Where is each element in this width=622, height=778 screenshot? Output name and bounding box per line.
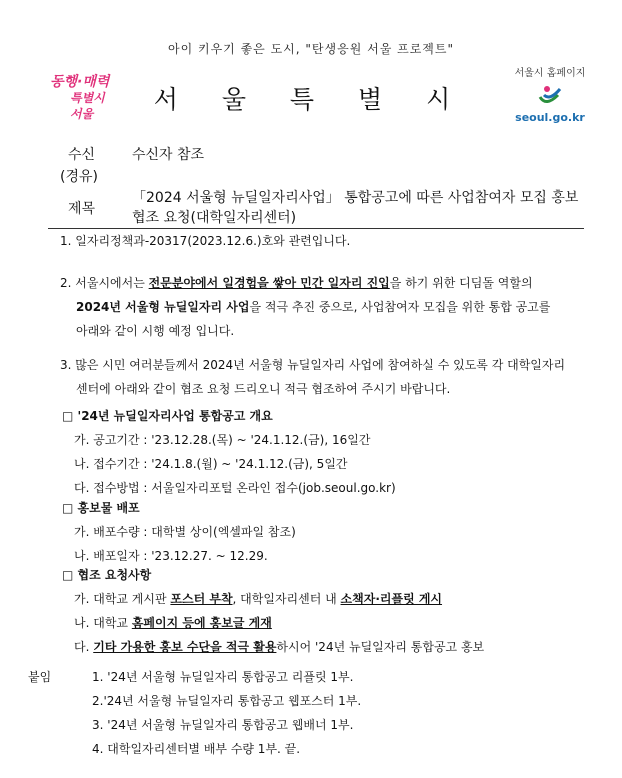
recipient-label: 수신 — [68, 147, 96, 163]
attachment-item: 2.'24년 서울형 뉴딜일자리 통합공고 웹포스터 1부. — [92, 694, 362, 708]
request-3-emphasis: 기타 가용한 홍보 수단을 적극 활용 — [93, 640, 277, 654]
p3-line2: 센터에 아래와 같이 협조 요청 드리오니 적극 협조하여 주시기 바랍니다. — [76, 382, 451, 396]
document-title: 서 울 특 별 시 — [153, 85, 469, 114]
subject-line1: 「2024 서울형 뉴딜일자리사업」 통합공고에 따른 사업참여자 모집 홍보 — [132, 190, 579, 206]
subject-label: 제목 — [68, 201, 96, 217]
logo-line2: 특별시 서울 — [70, 91, 105, 121]
attachment-item: 3. '24년 서울형 뉴딜일자리 통합공고 웹배너 1부. — [92, 718, 354, 732]
seoul-homepage-logo — [510, 64, 590, 134]
section-overview — [62, 404, 396, 500]
request-1-prefix: 가. 대학교 게시판 — [74, 592, 171, 606]
p2-bold: 2024년 서울형 뉴딜일자리 사업 — [76, 300, 250, 314]
paragraph-2 — [60, 271, 590, 343]
homepage-label: 서울시 홈페이지 — [514, 68, 586, 79]
list-item: 다. 접수방법 : 서울일자리포털 온라인 접수(job.seoul.go.kr) — [74, 481, 396, 495]
p2-text-f: 아래와 같이 시행 예정 입니다. — [76, 324, 235, 338]
list-item: 나. 배포일자 : '23.12.27. ~ 12.29. — [74, 549, 268, 563]
p3-line1: 3. 많은 시민 여러분들께서 2024년 서울형 뉴딜일자리 사업에 참여하실 수 있도록 각 대학일자리 — [60, 358, 566, 372]
paragraph-1: 1. 일자리정책과-20317(2023.12.6.)호와 관련입니다. — [60, 234, 351, 248]
via-label: (경유) — [60, 169, 98, 185]
paragraph-3 — [60, 353, 600, 401]
list-item: 가. 배포수량 : 대학별 상이(엑셀파일 참조) — [74, 525, 296, 539]
homepage-url: seoul.go.kr — [515, 111, 585, 124]
seoul-emblem-icon — [536, 83, 564, 107]
section-request — [62, 563, 602, 659]
attachment-item: 1. '24년 서울형 뉴딜일자리 통합공고 리플릿 1부. — [92, 670, 354, 684]
request-1-mid: , 대학일자리센터 내 — [232, 592, 341, 606]
p2-emphasis: 전문분야에서 일경험을 쌓아 민간 일자리 진입 — [148, 276, 390, 290]
section-heading: □ 협조 요청사항 — [62, 568, 152, 582]
request-3-prefix: 다. — [74, 640, 94, 654]
list-item: 가. 공고기간 : '23.12.28.(목) ~ '24.1.12.(금), 16일간 — [74, 433, 371, 447]
attachment-item: 4. 대학일자리센터별 배부 수량 1부. 끝. — [92, 742, 301, 756]
p2-text-a: 2. 서울시에서는 — [60, 276, 149, 290]
attachments-list — [92, 665, 361, 761]
logo-line1: 동행·매력 — [50, 74, 110, 90]
section-distribution — [62, 496, 296, 568]
recipient-value: 수신자 참조 — [132, 147, 205, 163]
section-heading: □ 홍보물 배포 — [62, 501, 140, 515]
slogan: 아이 키우기 좋은 도시, "탄생응원 서울 프로젝트" — [168, 42, 454, 56]
p2-text-c: 을 하기 위한 디딤돌 역할의 — [389, 276, 533, 290]
request-1-emphasis-2: 소책자·리플릿 게시 — [340, 592, 443, 606]
p2-text-e: 을 적극 추진 중으로, 사업참여자 모집을 위한 통합 공고를 — [249, 300, 551, 314]
request-1-emphasis: 포스터 부착 — [170, 592, 233, 606]
subject-line2: 협조 요청(대학일자리센터) — [132, 210, 297, 226]
request-2-prefix: 나. 대학교 — [74, 616, 132, 630]
attachments-label: 붙임 — [28, 670, 52, 684]
request-2-emphasis: 홈페이지 등에 홍보글 게재 — [131, 616, 272, 630]
section-heading: □ '24년 뉴딜일자리사업 통합공고 개요 — [62, 409, 273, 423]
request-3-suffix: 하시어 '24년 뉴딜일자리 통합공고 홍보 — [276, 640, 485, 654]
list-item: 나. 접수기간 : '24.1.8.(월) ~ '24.1.12.(금), 5일간 — [74, 457, 348, 471]
